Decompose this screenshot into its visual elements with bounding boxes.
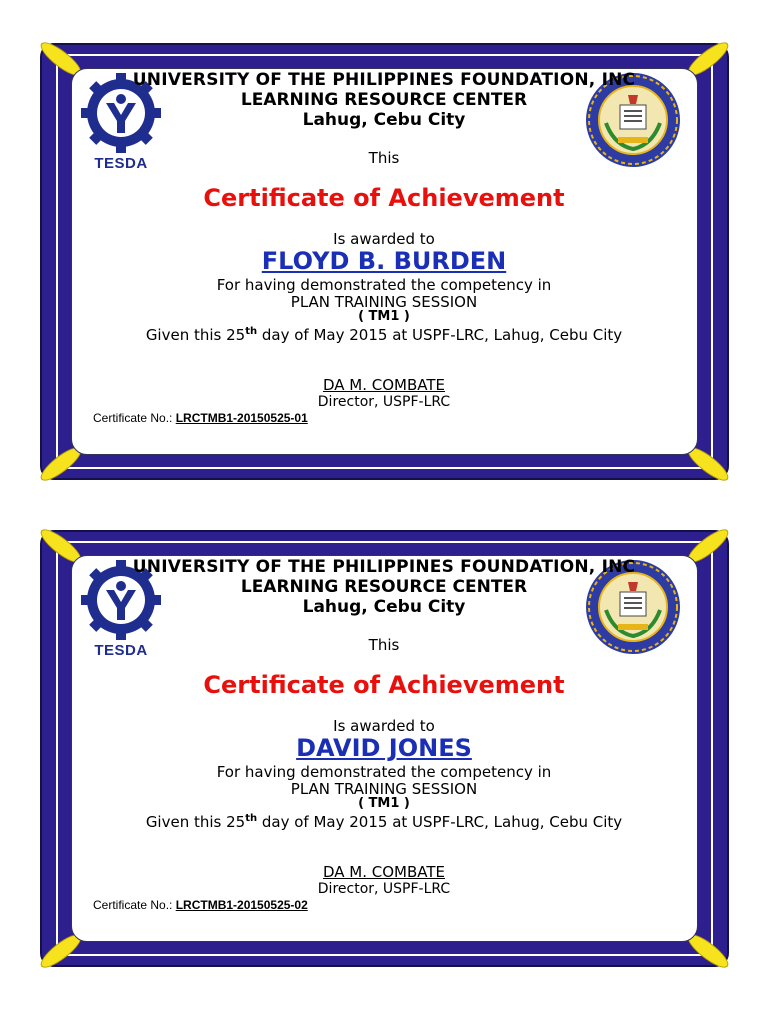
certificate-number-value: LRCTMB1-20150525-02 xyxy=(175,898,308,912)
organization-name: UNIVERSITY OF THE PHILIPPINES FOUNDATION, INC xyxy=(132,70,636,90)
signatory-title: Director, USPF-LRC xyxy=(317,394,451,410)
signatory-title: Director, USPF-LRC xyxy=(317,881,451,897)
competency-line: For having demonstrated the competency in xyxy=(216,276,552,294)
certificate-number-label: Certificate No.: xyxy=(93,411,176,425)
location: Lahug, Cebu City xyxy=(302,110,466,130)
competency-name: PLAN TRAINING SESSION xyxy=(290,293,478,311)
given-prefix: Given this 25 xyxy=(145,813,246,831)
intro-text: This xyxy=(368,149,400,167)
certificate-title: Certificate of Achievement xyxy=(203,184,565,212)
competency-code: ( TM1 ) xyxy=(358,796,410,811)
center-name: LEARNING RESOURCE CENTER xyxy=(240,577,528,597)
certificate-number-label: Certificate No.: xyxy=(93,898,176,912)
awarded-text: Is awarded to xyxy=(333,230,435,248)
competency-line: For having demonstrated the competency in xyxy=(216,763,552,781)
competency-name: PLAN TRAINING SESSION xyxy=(290,780,478,798)
location: Lahug, Cebu City xyxy=(302,597,466,617)
competency-code: ( TM1 ) xyxy=(358,309,410,324)
ordinal-suffix: th xyxy=(245,326,258,337)
tesda-label: TESDA xyxy=(94,642,148,659)
tesda-label: TESDA xyxy=(94,155,148,172)
organization-name: UNIVERSITY OF THE PHILIPPINES FOUNDATION, INC xyxy=(132,557,636,577)
recipient-name: FLOYD B. BURDEN xyxy=(261,247,507,275)
awarded-text: Is awarded to xyxy=(333,717,435,735)
ordinal-suffix: th xyxy=(245,813,258,824)
center-name: LEARNING RESOURCE CENTER xyxy=(240,90,528,110)
certificate-2 xyxy=(40,530,729,967)
given-suffix: day of May 2015 at USPF-LRC, Lahug, Cebu City xyxy=(257,813,623,831)
signatory-name: DA M. COMBATE xyxy=(322,863,446,881)
given-date-line xyxy=(94,813,674,831)
certificate-number xyxy=(93,411,308,425)
given-prefix: Given this 25 xyxy=(145,326,246,344)
recipient-name: DAVID JONES xyxy=(296,734,472,762)
certificate-title: Certificate of Achievement xyxy=(203,671,565,699)
given-suffix: day of May 2015 at USPF-LRC, Lahug, Cebu City xyxy=(257,326,623,344)
certificate-1 xyxy=(40,43,729,480)
intro-text: This xyxy=(368,636,400,654)
certificate-number xyxy=(93,898,308,912)
signatory-name: DA M. COMBATE xyxy=(322,376,446,394)
certificate-number-value: LRCTMB1-20150525-01 xyxy=(175,411,308,425)
given-date-line xyxy=(94,326,674,344)
